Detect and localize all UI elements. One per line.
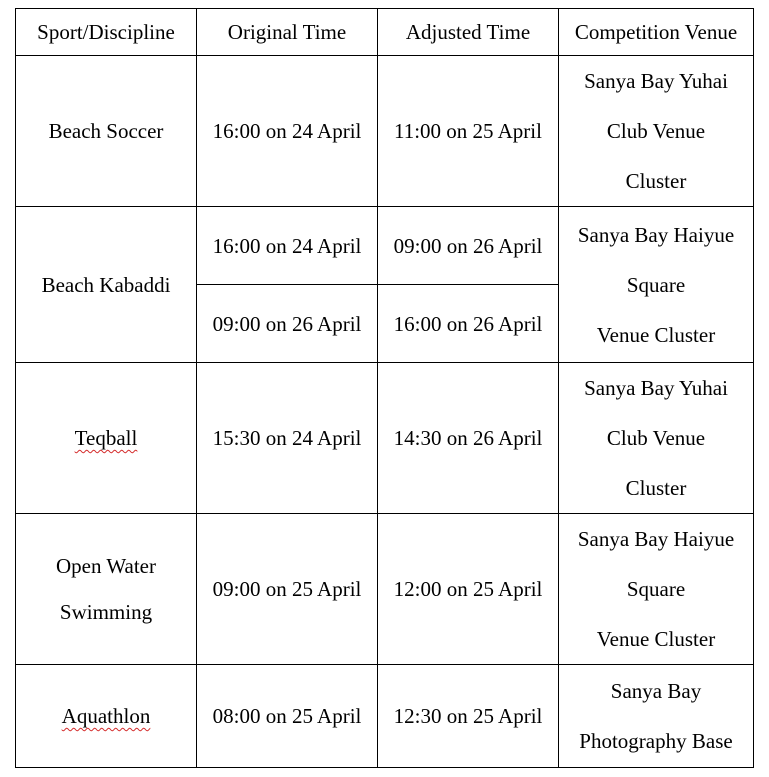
venue-cell	[559, 207, 754, 363]
adjusted-time-cell: 11:00 on 25 April	[378, 56, 559, 207]
schedule-adjustment-table	[15, 8, 754, 768]
table-row	[16, 207, 754, 285]
adjusted-time-cell: 12:00 on 25 April	[378, 514, 559, 665]
venue-line: Sanya Bay	[610, 679, 702, 703]
adjusted-time-cell: 16:00 on 26 April	[378, 285, 559, 363]
sport-cell: Beach Soccer	[16, 56, 197, 207]
original-time-cell: 16:00 on 24 April	[197, 56, 378, 207]
table-row	[16, 363, 754, 514]
original-time-cell: 08:00 on 25 April	[197, 665, 378, 768]
table-row	[16, 514, 754, 665]
venue-line: Photography Base	[579, 729, 733, 753]
venue-line: Sanya Bay Haiyue	[577, 527, 735, 551]
venue-line: Venue Cluster	[596, 627, 716, 651]
header-row	[16, 9, 754, 56]
sport-line: Swimming	[59, 600, 153, 624]
venue-line: Square	[626, 272, 686, 297]
venue-line: Cluster	[625, 476, 687, 500]
sport-cell	[16, 363, 197, 514]
adjusted-time-cell: 09:00 on 26 April	[378, 207, 559, 285]
venue-line: Venue Cluster	[596, 322, 716, 347]
header-sport: Sport/Discipline	[16, 9, 197, 56]
venue-line	[559, 56, 753, 106]
header-adjusted-time: Adjusted Time	[378, 9, 559, 56]
venue-line: Sanya Bay Haiyue	[577, 222, 735, 247]
venue-cell	[559, 363, 754, 514]
venue-line-text: Sanya Bay Yuhai	[584, 69, 728, 93]
venue-line: Club Venue	[606, 426, 706, 450]
sport-text: Aquathlon	[61, 704, 151, 728]
original-time-cell: 16:00 on 24 April	[197, 207, 378, 285]
venue-cell	[559, 665, 754, 768]
venue-line: Club Venue	[606, 119, 706, 143]
header-original-time: Original Time	[197, 9, 378, 56]
header-venue: Competition Venue	[559, 9, 754, 56]
sport-cell	[16, 665, 197, 768]
original-time-cell: 09:00 on 25 April	[197, 514, 378, 665]
table-row	[16, 665, 754, 768]
table-row	[16, 56, 754, 207]
venue-cell	[559, 56, 754, 207]
venue-line: Sanya Bay Yuhai	[584, 376, 728, 400]
sport-line: Open Water	[56, 554, 156, 578]
original-time-cell: 15:30 on 24 April	[197, 363, 378, 514]
original-time-cell: 09:00 on 26 April	[197, 285, 378, 363]
adjusted-time-cell: 12:30 on 25 April	[378, 665, 559, 768]
sport-cell	[16, 514, 197, 665]
venue-line: Square	[626, 577, 686, 601]
sport-cell: Beach Kabaddi	[16, 207, 197, 363]
venue-line: Cluster	[625, 169, 687, 193]
adjusted-time-cell: 14:30 on 26 April	[378, 363, 559, 514]
sport-text: Teqball	[74, 426, 138, 450]
venue-cell	[559, 514, 754, 665]
